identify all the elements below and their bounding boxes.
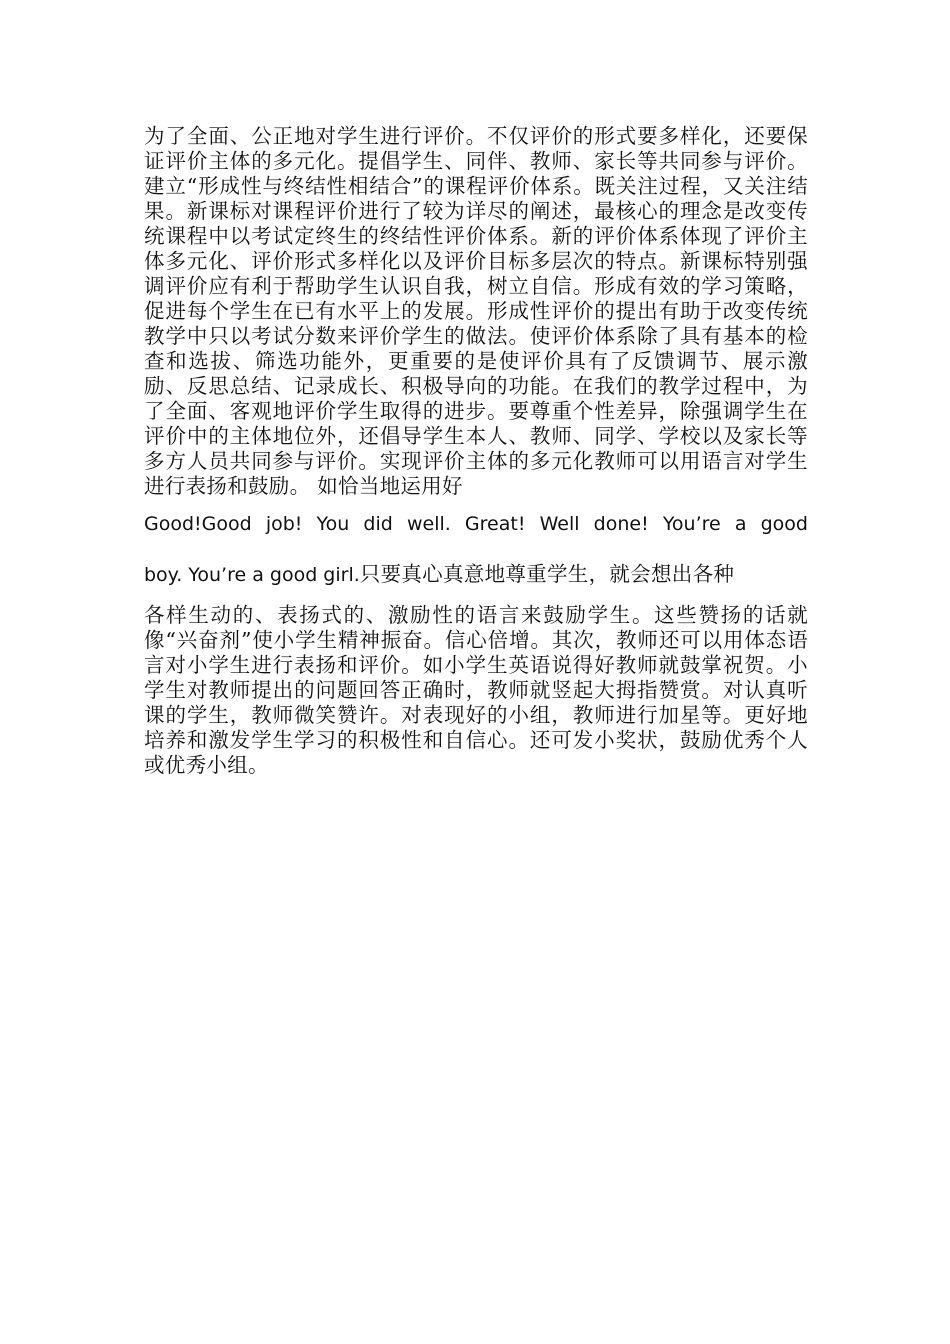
english-praise-line-2-chinese: 只要真心真意地尊重学生，就会想出各种 <box>359 562 735 586</box>
paragraph-body-language-praise: 各样生动的、表扬式的、激励性的语言来鼓励学生。这些赞扬的话就像“兴奋剂”使小学生精神振奋。信心倍增。其次，教师还可以用体态语言对小学生进行表扬和评价。如小学生英语说得好教师就鼓掌祝贺。小学生对教师提出的问题回答正确时，教师就竖起大拇指赞赏。对认真听课的学生，教师微笑赞许。对表现好的小组，教师进行加星等。更好地培养和激发学生学习的积极性和自信心。还可发小奖状，鼓励优秀个人或优秀小组。 <box>144 603 808 777</box>
english-praise-line-2-english: boy. You’re a good girl. <box>144 564 360 586</box>
document-body <box>144 124 808 778</box>
english-praise-line-2 <box>144 562 808 588</box>
paragraph-evaluation-diversity: 为了全面、公正地对学生进行评价。不仅评价的形式要多样化，还要保证评价主体的多元化。提倡学生、同伴、教师、家长等共同参与评价。建立“形成性与终结性相结合”的课程评价体系。既关注过程，又关注结果。新课标对课程评价进行了较为详尽的阐述，最核心的理念是改变传统课程中以考试定终生的终结性评价体系。新的评价体系体现了评价主体多元化、评价形式多样化以及评价目标多层次的特点。新课标特别强调评价应有利于帮助学生认识自我，树立自信。形成有效的学习策略，促进每个学生在已有水平上的发展。形成性评价的提出有助于改变传统教学中只以考试分数来评价学生的做法。使评价体系除了具有基本的检查和选拔、筛选功能外，更重要的是使评价具有了反馈调节、展示激励、反思总结、记录成长、积极导向的功能。在我们的教学过程中，为了全面、客观地评价学生取得的进步。要尊重个性差异，除强调学生在评价中的主体地位外，还倡导学生本人、教师、同学、学校以及家长等多方人员共同参与评价。实现评价主体的多元化教师可以用语言对学生进行表扬和鼓励。 如恰当地运用好 <box>144 124 808 498</box>
english-praise-line-1: Good!Good job! You did well. Great! Well done! You’re a good <box>144 513 808 535</box>
